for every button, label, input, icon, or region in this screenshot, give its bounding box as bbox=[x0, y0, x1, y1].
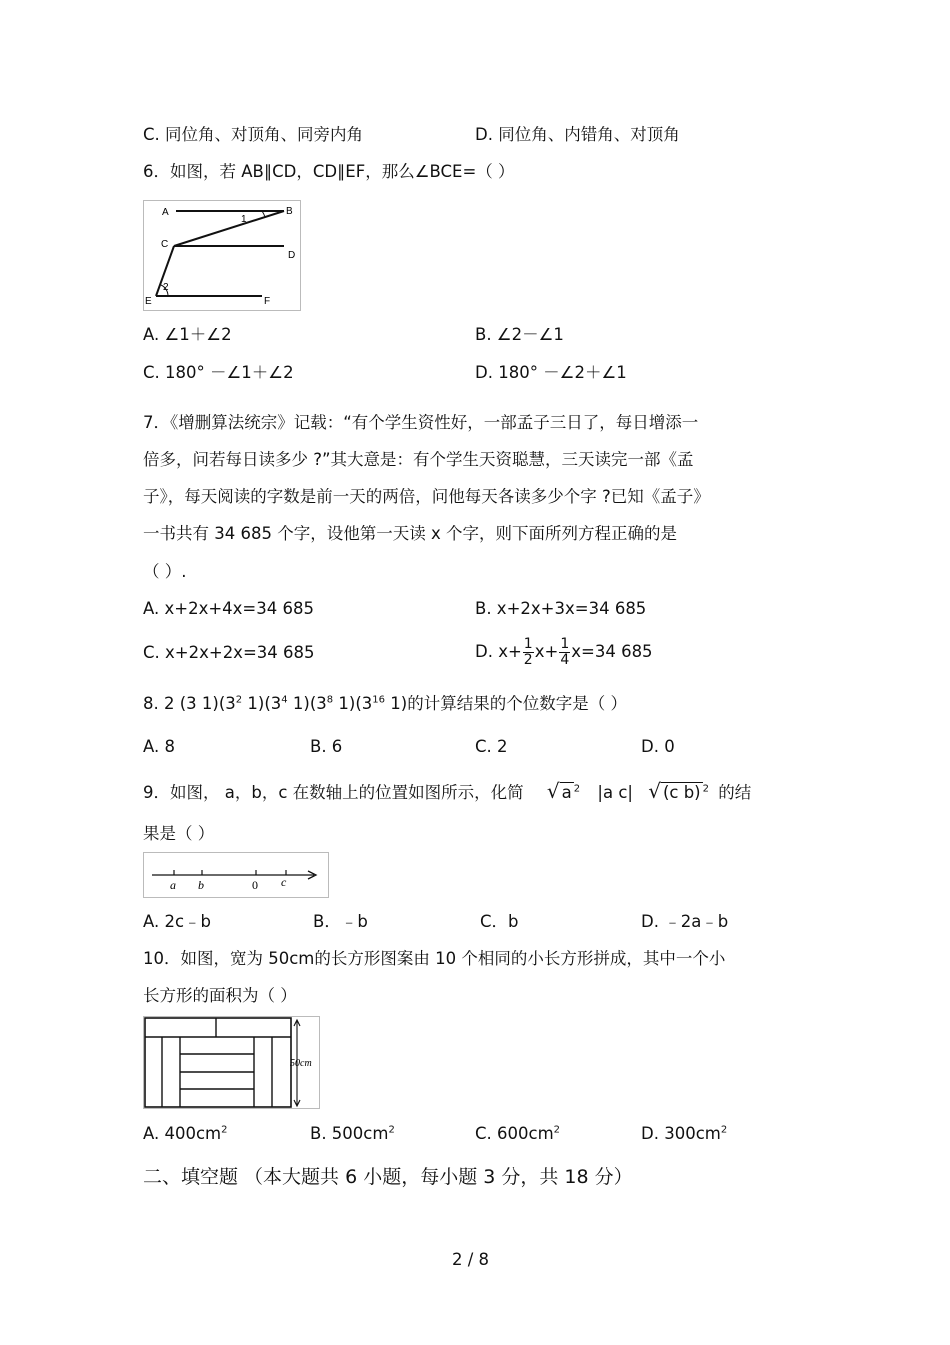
number-line bbox=[144, 853, 328, 897]
q7-option-d-prefix: D. x+ bbox=[475, 642, 522, 661]
fraction-one-quarter: $\frac{1}{4}$ bbox=[560, 636, 570, 668]
q9-number-line-figure bbox=[143, 852, 329, 898]
q8-option-a: A. 8 bbox=[143, 737, 175, 756]
q6-figure bbox=[143, 200, 301, 311]
q10-option-d: D. $300cm^2$ bbox=[641, 1124, 728, 1143]
q8-option-c: C. 2 bbox=[475, 737, 508, 756]
axis-label-a: a bbox=[170, 878, 176, 892]
q7-line-5: （ ）. bbox=[143, 562, 187, 581]
fraction-one-half: $\frac{1}{2}$ bbox=[523, 636, 533, 668]
label-A: A bbox=[162, 207, 169, 218]
q6-option-d: D. 180° －∠2＋∠1 bbox=[475, 363, 627, 382]
q6-option-c: C. 180° －∠1＋∠2 bbox=[143, 363, 294, 382]
axis-label-b: b bbox=[198, 878, 204, 892]
angle-1-label: 1 bbox=[241, 214, 247, 225]
q9-option-c: C．b bbox=[480, 912, 519, 931]
q5-option-d: D. 同位角、内错角、对顶角 bbox=[475, 125, 680, 144]
sqrt-c-minus-b-squared: √ (c b) $^2$ bbox=[648, 779, 709, 803]
axis-label-zero: 0 bbox=[252, 878, 258, 892]
label-E: E bbox=[145, 296, 152, 307]
label-D: D bbox=[288, 250, 296, 261]
absolute-a-minus-c: |a c| bbox=[597, 783, 633, 802]
q9-stem-line-1: 9．如图， a，b，c 在数轴上的位置如图所示，化简 √ a $^2$ |a c| √ (c b) $^2$ 的结 bbox=[143, 779, 752, 803]
rectangle-pattern bbox=[144, 1017, 319, 1108]
q9-option-b: B．﹣b bbox=[313, 912, 368, 931]
label-F: F bbox=[264, 296, 271, 307]
q7-option-d bbox=[475, 632, 653, 672]
q6-stem: 6．如图，若 AB∥CD，CD∥EF，那么∠BCE=（ ） bbox=[143, 162, 515, 181]
q9-option-d: D. ﹣2a﹣b bbox=[641, 912, 729, 931]
q8-option-b: B. 6 bbox=[310, 737, 343, 756]
q7-line-1: 7．《增删算法统宗》记载：“有个学生资性好，一部孟子三日了，每日增添一 bbox=[143, 413, 699, 432]
q6-option-b: B. ∠2－∠1 bbox=[475, 325, 564, 344]
q9-stem-line-2: 果是（ ） bbox=[143, 824, 215, 843]
q7-line-4: 一书共有 34 685 个字，设他第一天读 x 个字，则下面所列方程正确的是 bbox=[143, 524, 677, 543]
q7-option-b: B. x+2x+3x=34 685 bbox=[475, 599, 647, 618]
q10-line-1: 10．如图，宽为 50cm的长方形图案由 10 个相同的小长方形拼成，其中一个小 bbox=[143, 949, 726, 968]
q10-option-a: A. $400cm^2$ bbox=[143, 1124, 228, 1143]
q8-stem: 8. 2 (3 $1)(3^2$ $1)(3^4$ $1)(3^8$ $1)(3^{16}$ 1)的计算结果的个位数字是（ ） bbox=[143, 694, 627, 713]
q10-option-b: B. $500cm^2$ bbox=[310, 1124, 395, 1143]
parallel-lines-diagram bbox=[144, 201, 300, 310]
label-C: C bbox=[161, 239, 169, 250]
sqrt-a-squared: √ a $^2$ bbox=[546, 779, 581, 803]
q7-line-3: 子》，每天阅读的字数是前一天的两倍，问他每天各读多少个字 ?已知《孟子》 bbox=[143, 487, 710, 506]
q7-option-d-mid: x+ bbox=[534, 642, 559, 661]
q8-option-d: D. 0 bbox=[641, 737, 675, 756]
angle-2-label: 2 bbox=[163, 282, 169, 293]
q10-line-2: 长方形的面积为（ ） bbox=[143, 986, 297, 1005]
axis-label-c: c bbox=[281, 875, 287, 889]
q7-line-2: 倍多，问若每日读多少 ?”其大意是：有个学生天资聪慧，三天读完一部《孟 bbox=[143, 450, 694, 469]
q9-option-a: A. 2c﹣b bbox=[143, 912, 212, 931]
section-2-heading: 二、填空题 （本大题共 6 小题，每小题 3 分，共 18 分） bbox=[143, 1166, 633, 1188]
dimension-label: 50cm bbox=[290, 1058, 312, 1069]
q7-option-d-suffix: x=34 685 bbox=[571, 642, 653, 661]
q10-rectangle-figure bbox=[143, 1016, 320, 1109]
q7-option-c: C. x+2x+2x=34 685 bbox=[143, 643, 315, 662]
label-B: B bbox=[286, 206, 293, 217]
q7-option-a: A. x+2x+4x=34 685 bbox=[143, 599, 314, 618]
page-number: 2 / 8 bbox=[452, 1250, 490, 1269]
q10-option-c: C. $600cm^2$ bbox=[475, 1124, 561, 1143]
q6-option-a: A. ∠1＋∠2 bbox=[143, 325, 232, 344]
q5-option-c: C. 同位角、对顶角、同旁内角 bbox=[143, 125, 364, 144]
